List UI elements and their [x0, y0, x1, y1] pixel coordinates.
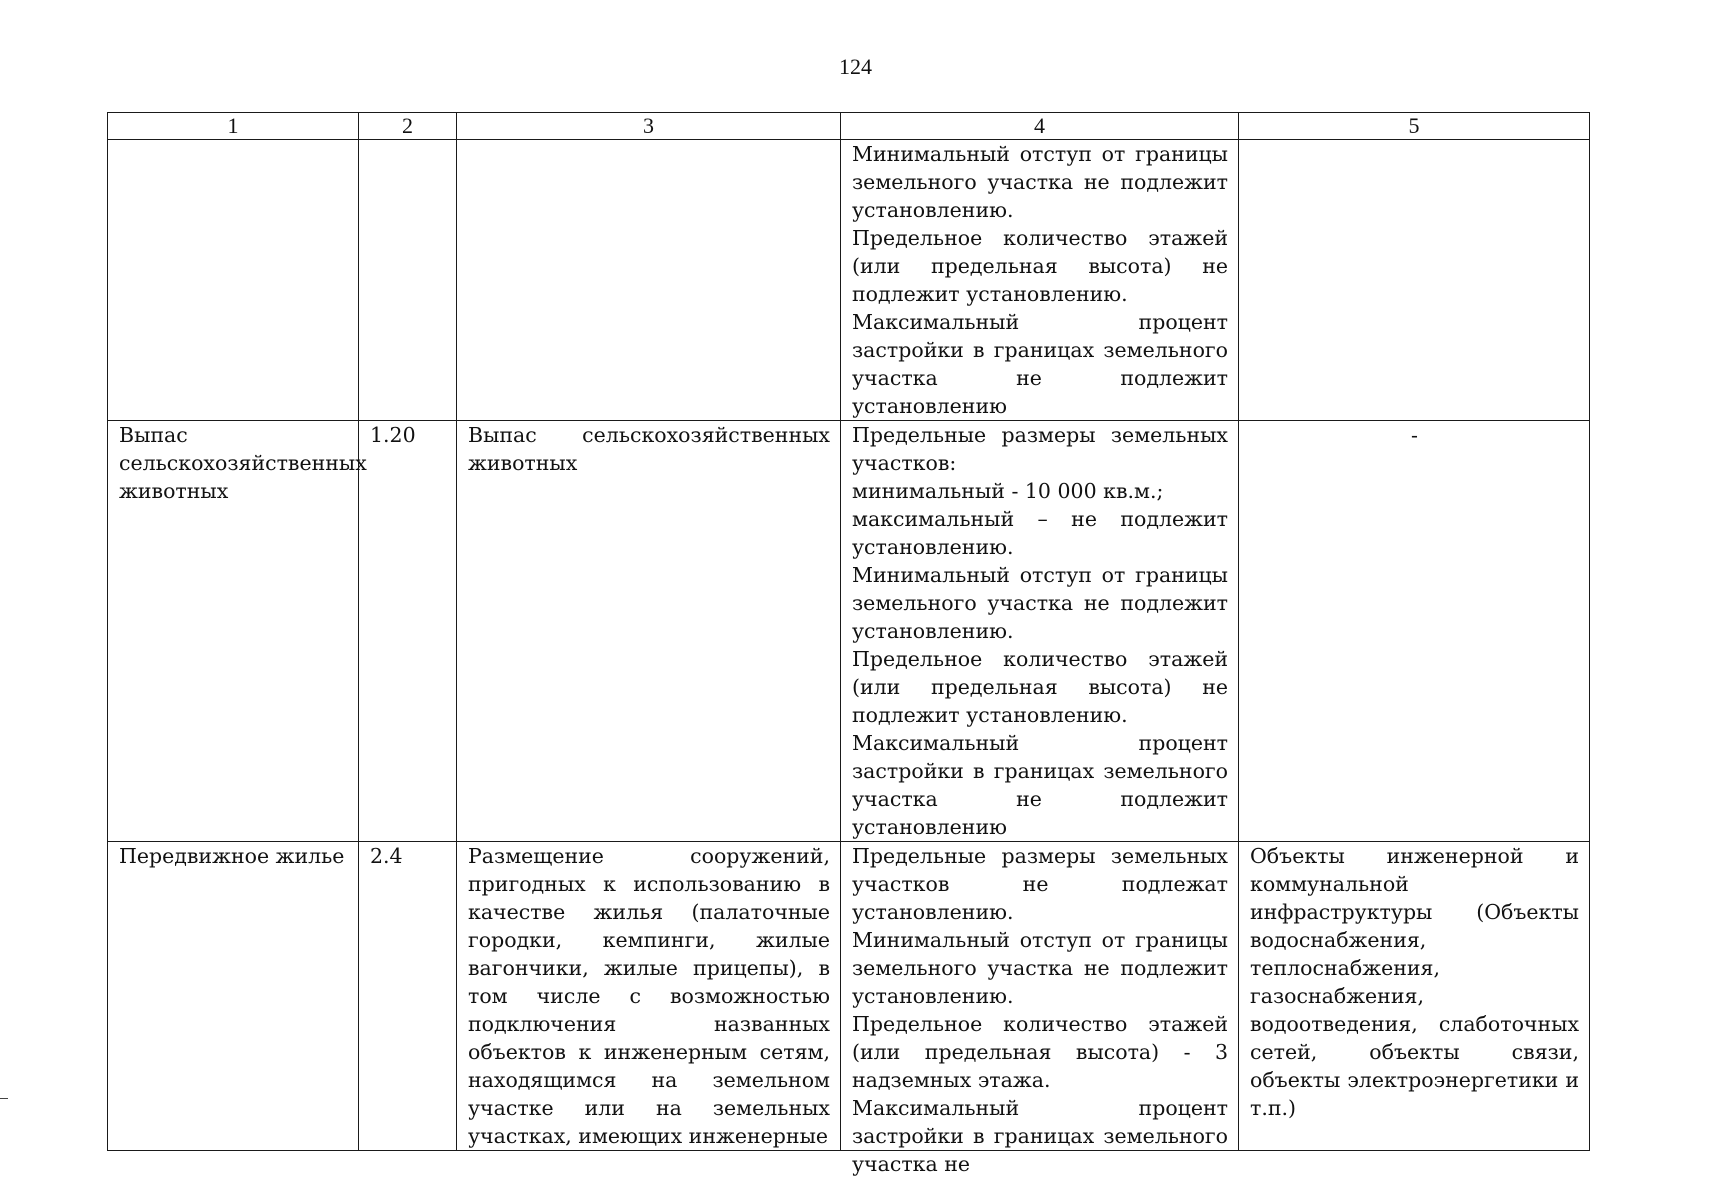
column-header-4: 4 [841, 113, 1239, 140]
cell-use-description [457, 842, 841, 1151]
cell-use-name: Передвижное жилье [108, 842, 359, 1151]
parameter-text: Минимальный отступ от границы земельного участка не подлежит установлению. [852, 142, 1228, 222]
parameter-text: Минимальный отступ от границы земельного участка не подлежит установлению. [852, 563, 1228, 643]
table-header-row [108, 113, 1590, 140]
parameter-text: Максимальный процент застройки в границах земельного участка не [852, 1096, 1228, 1176]
parameter-text: минимальный - 10 000 кв.м.; [852, 479, 1164, 503]
cell-objects [1239, 842, 1590, 1151]
table-row [108, 421, 1590, 842]
use-description-text: Размещение сооружений, пригодных к использованию в качестве жилья (палаточные городки, кемпинги, жилые вагончики, жилые прицепы), в том числе с возможностью подключения названных объектов к инженерным сетям, находящимся на земельном участке или на земельных участках, имеющих инженерные [468, 844, 830, 1148]
cell-use-description [457, 140, 841, 421]
cell-use-code: 2.4 [359, 842, 457, 1151]
parameter-text: Предельные размеры земельных участков: [852, 423, 1228, 475]
parameter-text: Максимальный процент застройки в границах земельного участка не подлежит установлению [852, 731, 1228, 839]
parameter-text: Предельное количество этажей (или предельная высота) - 3 надземных этажа. [852, 1012, 1228, 1092]
use-description-text: Выпас сельскохозяйственных животных [468, 423, 830, 475]
table-row [108, 140, 1590, 421]
cell-parameters [841, 140, 1239, 421]
parameter-text: Минимальный отступ от границы земельного участка не подлежит установлению. [852, 928, 1228, 1008]
land-use-table [107, 112, 1590, 1176]
cell-parameters [841, 421, 1239, 842]
cell-use-name: Выпас сельскохозяйственных животных [108, 421, 359, 842]
parameter-text: Предельное количество этажей (или предельная высота) не подлежит установлению. [852, 226, 1228, 306]
cell-use-name [108, 140, 359, 421]
margin-mark [0, 1098, 8, 1099]
cell-objects: - [1239, 421, 1590, 842]
column-header-3: 3 [457, 113, 841, 140]
cell-use-code [359, 140, 457, 421]
page-number: 124 [839, 54, 872, 79]
cell-use-description [457, 421, 841, 842]
cell-parameters [841, 842, 1239, 1176]
cell-objects [1239, 140, 1590, 421]
parameter-text: Максимальный процент застройки в границах земельного участка не подлежит установлению [852, 310, 1228, 418]
parameter-text: Предельное количество этажей (или предельная высота) не подлежит установлению. [852, 647, 1228, 727]
cell-use-code: 1.20 [359, 421, 457, 842]
parameter-text: максимальный – не подлежит установлению. [852, 507, 1228, 559]
parameter-text: Предельные размеры земельных участков не подлежат установлению. [852, 844, 1228, 924]
table-row [108, 842, 1590, 1151]
column-header-2: 2 [359, 113, 457, 140]
column-header-5: 5 [1239, 113, 1590, 140]
column-header-1: 1 [108, 113, 359, 140]
objects-text: Объекты инженерной и коммунальной инфраструктуры (Объекты водоснабжения, теплоснабжения, газоснабжения, водоотведения, слаботочных сетей, объекты связи, объекты электроэнергетики и т.п.) [1250, 844, 1579, 1120]
